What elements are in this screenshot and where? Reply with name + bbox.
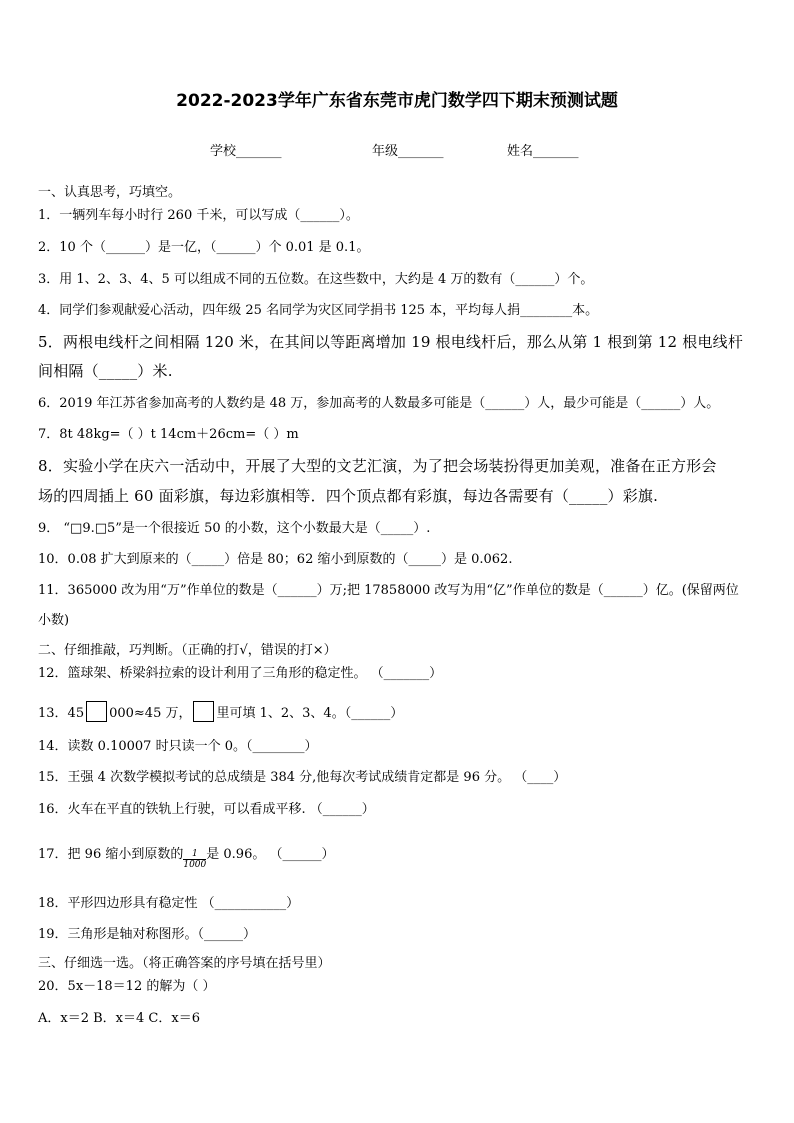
page-title: 2022-2023学年广东省东莞市虎门数学四下期末预测试题 (176, 91, 618, 111)
question-2: 2．10 个（______）是一亿，（______）个 0.01 是 0.1。 (38, 240, 370, 255)
question-1: 1．一辆列车每小时行 260 千米，可以写成（______）。 (38, 208, 359, 223)
question-20: 20．5x－18＝12 的解为（ ） (38, 979, 216, 994)
question-20-options: A．x＝2 B．x＝4 C．x＝6 (38, 1011, 200, 1026)
question-13-middle: 000≈45 万， (109, 706, 192, 721)
question-6: 6．2019 年江苏省参加高考的人数约是 48 万，参加高考的人数最多可能是（______）人，最少可能是（______）人。 (38, 396, 720, 411)
question-13-prefix: 13．45 (38, 706, 85, 721)
question-5-line-1: 5．两根电线杆之间相隔 120 米，在其间以等距离增加 19 根电线杆后，那么从第 1 根到第 12 根电线杆 (38, 333, 744, 351)
question-17 (38, 846, 334, 870)
question-15: 15．王强 4 次数学模拟考试的总成绩是 384 分,他每次考试成绩肯定都是 96 分。 （____） (38, 770, 567, 785)
fraction (183, 849, 206, 870)
question-17-prefix: 17．把 96 缩小到原数的 (38, 847, 184, 862)
school-field: 学校_______ (210, 144, 282, 159)
question-5-line-2: 间相隔（_____）米. (38, 362, 173, 380)
question-12: 12．篮球架、桥梁斜拉索的设计利用了三角形的稳定性。 （_______） (38, 666, 443, 681)
question-11-line-1: 11．365000 改为用“万”作单位的数是（______）万;把 17858000 改写为用“亿”作单位的数是（______）亿。(保留两位 (38, 583, 739, 598)
blank-box (86, 701, 107, 722)
question-7: 7．8t 48kg=（ ）t 14cm＋26cm=（ ）m (38, 427, 299, 442)
grade-field: 年级_______ (372, 144, 444, 159)
question-10: 10．0.08 扩大到原来的（_____）倍是 80；62 缩小到原数的（_____）是 0.062. (38, 552, 513, 567)
question-9: 9． “□9.□5”是一个很接近 50 的小数，这个小数最大是（_____）. (38, 521, 431, 536)
fraction-denominator: 1000 (183, 860, 207, 870)
question-8-line-1: 8．实验小学在庆六一活动中，开展了大型的文艺汇演，为了把会场装扮得更加美观，准备在正方形会 (38, 457, 717, 475)
question-13 (38, 701, 403, 723)
blank-box (193, 701, 214, 722)
question-18: 18．平形四边形具有稳定性 （___________） (38, 896, 300, 911)
question-3: 3．用 1、2、3、4、5 可以组成不同的五位数。在这些数中，大约是 4 万的数有（______）个。 (38, 272, 594, 287)
question-19: 19．三角形是轴对称图形。（______） (38, 927, 257, 942)
question-14: 14．读数 0.10007 时只读一个 0。（________） (38, 739, 318, 754)
section-3-heading: 三、仔细选一选。（将正确答案的序号填在括号里） (38, 956, 331, 971)
section-1-heading: 一、认真思考，巧填空。 (38, 185, 182, 200)
question-11-line-2: 小数) (38, 613, 70, 628)
question-16: 16．火车在平直的铁轨上行驶，可以看成平移. （______） (38, 802, 375, 817)
question-4: 4．同学们参观献爱心活动，四年级 25 名同学为灾区同学捐书 125 本，平均每人捐________本。 (38, 303, 599, 318)
question-17-suffix: 是 0.96。 （______） (206, 847, 335, 862)
section-2-heading: 二、仔细推敲，巧判断。（正确的打√，错误的打×） (38, 643, 337, 658)
name-field: 姓名_______ (507, 144, 579, 159)
question-13-suffix: 里可填 1、2、3、4。（______） (216, 706, 404, 721)
fraction-numerator: 1 (183, 849, 206, 860)
question-8-line-2: 场的四周插上 60 面彩旗，每边彩旗相等．四个顶点都有彩旗，每边各需要有（_____）彩旗. (38, 487, 659, 505)
